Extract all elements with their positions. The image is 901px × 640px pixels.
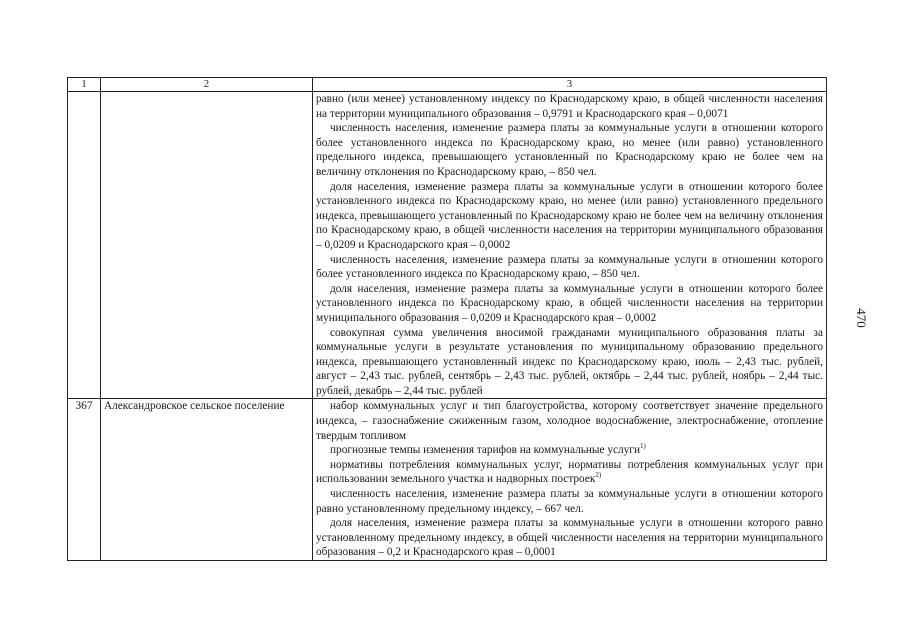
paragraph-consumption-norms [316,458,823,487]
row-number-cell [68,92,101,399]
municipality-name-cell: Александровское сельское поселение [101,399,313,561]
indicators-cell [313,399,827,561]
paragraph-share-at-index: доля населения, изменение размера платы за коммунальные услуги в отношении которого равно установленному предельному индексу, в общей численности населения на территории муниципального образования – 0,2 и Краснодарского края – 0,0001 [316,517,823,559]
table-row-367 [68,399,827,561]
footnote-mark-2: 2) [595,471,602,480]
paragraph-continued-share: равно (или менее) установленному индексу по Краснодарскому краю, в общей численности населения на территории муниципального образования – 0,9791 и Краснодарского края – 0,0071 [316,93,823,120]
paragraph-service-set: набор коммунальных услуг и тип благоустройства, которому соответствует значение предельного индекса, – газоснабжение сжиженным газом, холодное водоснабжение, электроснабжение, отопление твердым топливом [316,400,823,442]
paragraph-share-over-index: доля населения, изменение размера платы за коммунальные услуги в отношении которого более установленного индекса по Краснодарскому краю, но менее (или равно) установленного предельного индекса, превышающего установленный по Краснодарскому краю не более чем на величину отклонения по Краснодарскому краю, в общей численности населения на территории муниципального образования – 0,0209 и Краснодарского края – 0,0002 [316,180,823,251]
tariff-table [67,77,827,561]
column-number-2: 2 [101,78,313,92]
column-number-row [68,78,827,92]
paragraph-tariff-forecast [316,443,823,458]
column-number-1: 1 [68,78,101,92]
paragraph-population-over-index: численность населения, изменение размера платы за коммунальные услуги в отношении которого более установленного индекса по Краснодарскому краю, но менее (или равно) установленного предельного индекса, превышающего установленный по Краснодарскому краю не более чем на величину отклонения по Краснодарскому краю, – 850 чел. [316,122,823,178]
consumption-norms-text: нормативы потребления коммунальных услуг, нормативы потребления коммунальных услуг при использовании земельного участка и надворных построек [316,458,823,486]
footnote-mark-1: 1) [640,442,646,451]
paragraph-population-at-index: численность населения, изменение размера платы за коммунальные услуги в отношении которого равно установленному предельному индексу, – 667 чел. [316,488,823,515]
table-row-continuation [68,92,827,399]
column-number-3: 3 [313,78,827,92]
row-number-cell: 367 [68,399,101,561]
tariff-forecast-text: прогнозные темпы изменения тарифов на коммунальные услуги [330,444,640,457]
paragraph-total-increase: совокупная сумма увеличения вносимой гражданами муниципального образования платы за коммунальные услуги в результате установления по муниципальному образованию предельного индекса, превышающего установленный индекс по Краснодарскому краю, июль – 2,43 тыс. рублей, август – 2,43 тыс. рублей, сентябрь – 2,43 тыс. рублей, октябрь – 2,44 тыс. рублей, ноябрь – 2,44 тыс. рублей, декабрь – 2,44 тыс. рублей [316,326,823,397]
municipality-name-cell [101,92,313,399]
paragraph-population-above-index: численность населения, изменение размера платы за коммунальные услуги в отношении которого более установленного индекса по Краснодарскому краю, – 850 чел. [316,253,823,281]
page-number: 470 [853,308,869,328]
paragraph-share-above-index: доля населения, изменение размера платы за коммунальные услуги в отношении которого более установленного индекса по Краснодарскому краю, в общей численности населения на территории муниципального образования – 0,0209 и Краснодарского края – 0,0002 [316,282,823,324]
indicators-cell [313,92,827,399]
